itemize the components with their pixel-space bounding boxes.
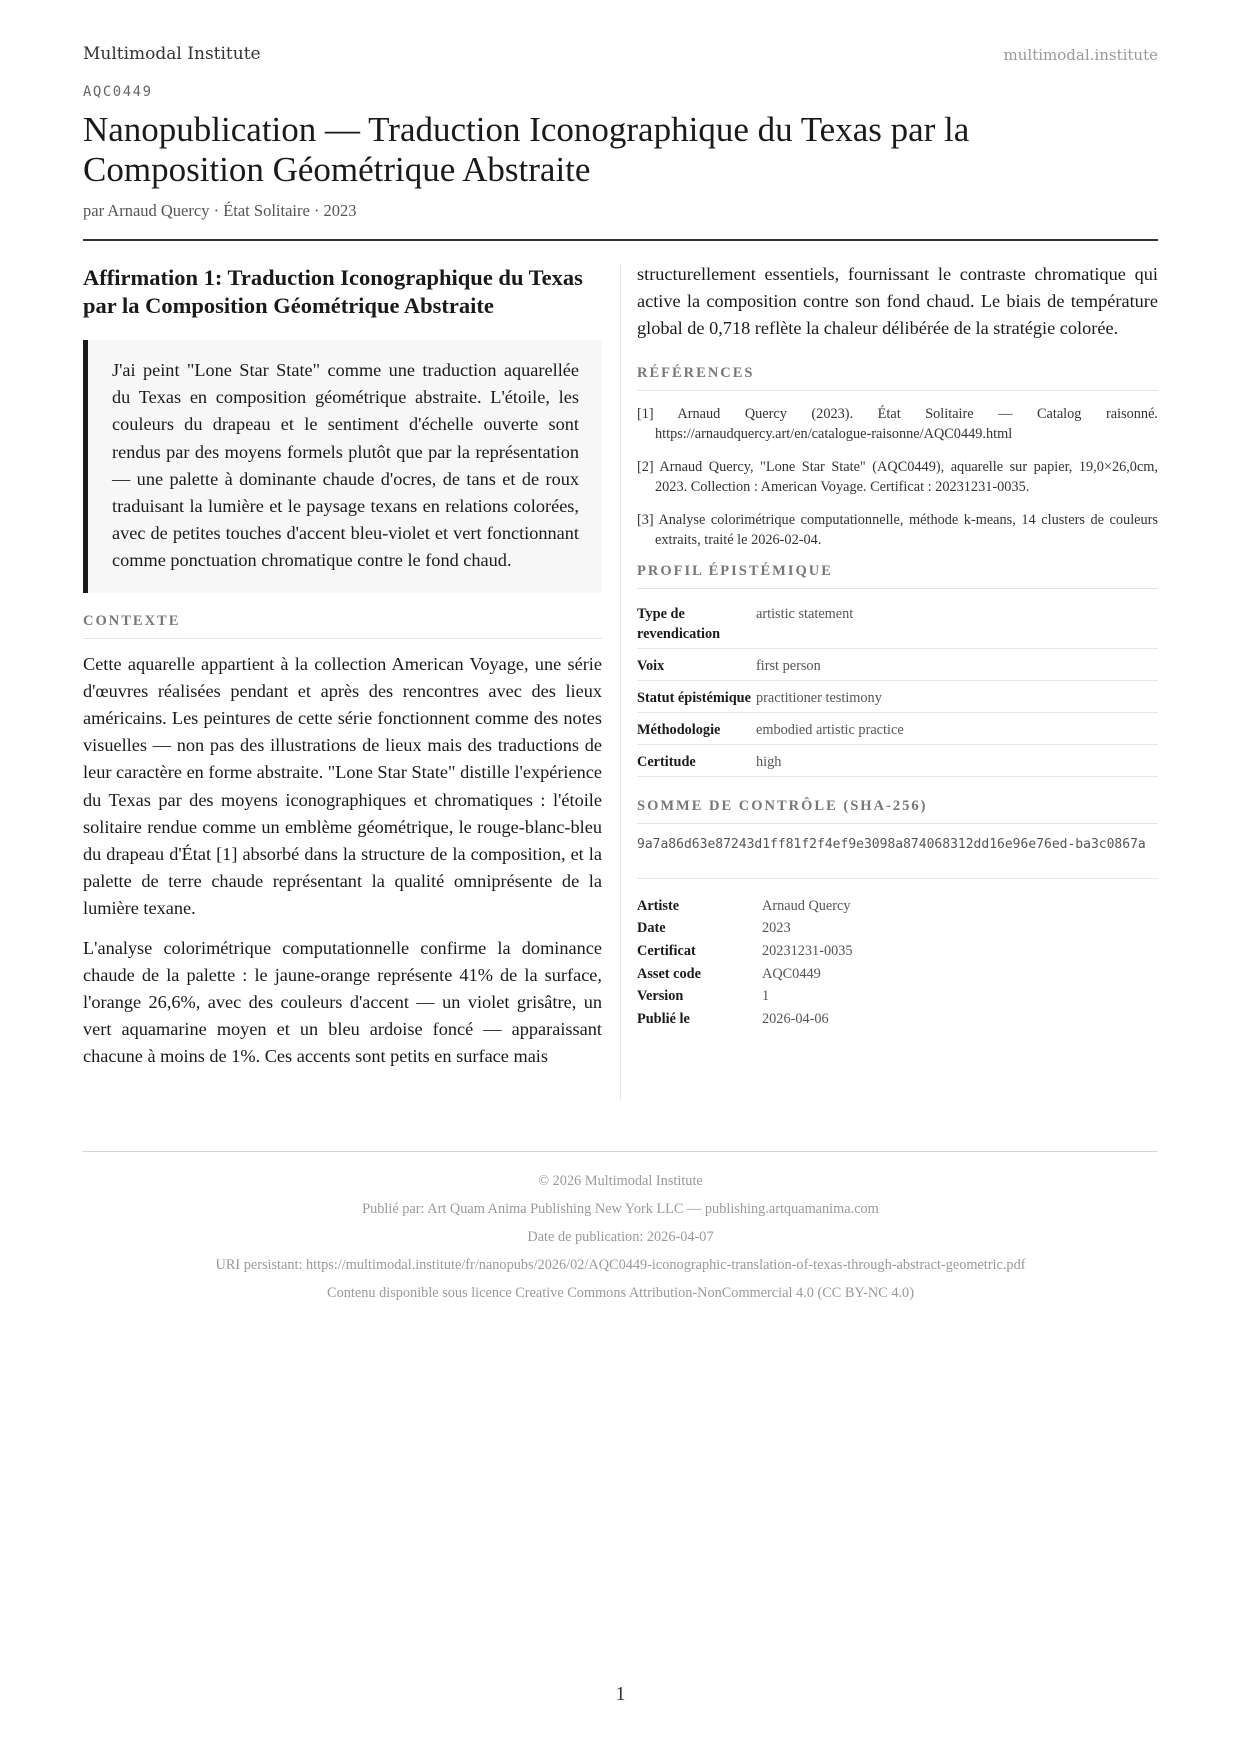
table-row [637,895,1158,918]
table-row [637,985,1158,1008]
metadata-value: 20231231-0035 [762,943,853,960]
checksum-label: SOMME DE CONTRÔLE (SHA-256) [637,798,1158,824]
metadata-key: Date [637,920,666,937]
epistemic-profile-table [637,597,1158,777]
epistemic-value: first person [756,648,1158,680]
epistemic-value: embodied artistic practice [756,712,1158,744]
metadata-value: 1 [762,988,770,1005]
metadata-key: Certificat [637,943,696,960]
reference-item: [3] Analyse colorimétrique computationnelle, méthode k-means, 14 clusters de couleurs extraits, traité le 2026-02-04. [637,511,1158,549]
byline: par Arnaud Quercy · État Solitaire · 2023 [83,201,357,220]
page-title: Nanopublication — Traduction Iconographique du Texas par la Composition Géométrique Abstraite [83,110,970,189]
claim-title: Affirmation 1: Traduction Iconographique du Texas par la Composition Géométrique Abstraite [83,265,583,318]
epistemic-value: practitioner testimony [756,680,1158,712]
table-row [637,963,1158,986]
metadata-value: Arnaud Quercy [762,897,851,914]
metadata-value: AQC0449 [762,965,821,982]
metadata-table [637,895,1158,1031]
footer-persistent-uri: URI persistant: https://multimodal.institute/fr/nanopubs/2026/02/AQC0449-iconographic-translation-of-texas-through-abstract-geometric.pdf [215,1257,1026,1273]
left-column [83,264,602,1071]
table-row [637,1008,1158,1031]
epistemic-key: Type de revendication [637,597,756,649]
references-list [637,404,1158,551]
metadata-key: Publié le [637,1011,690,1028]
references-label: RÉFÉRENCES [637,365,1158,391]
document-page [83,0,1158,1754]
site-domain: multimodal.institute [1003,46,1158,64]
context-paragraph-2: L'analyse colorimétrique computationnelle confirme la dominance chaude de la palette : le jaune-orange représente 41% de la surface, l'orange 26,6%, avec des couleurs d'accent — un violet grisâtre, un vert aquamarine moyen et un bleu ardoise foncé — apparaissant chacune à moins de 1%. Ces accents sont petits en surface mais [83,937,602,1067]
reference-item: [2] Arnaud Quercy, "Lone Star State" (AQC0449), aquarelle sur papier, 19,0×26,0cm, 2023. Collection : American Voyage. Certificat : 20231231-0035. [637,458,1158,496]
metadata-key: Version [637,988,684,1005]
epistemic-key: Voix [637,648,756,680]
table-row [637,712,1158,744]
metadata-value: 2026-04-06 [762,1011,829,1028]
right-column [637,264,1158,1031]
context-paragraph-1: Cette aquarelle appartient à la collection American Voyage, une série d'œuvres réalisées pendant et après des rencontres avec des lieux américains. Les peintures de cette série fonctionnent comme des notes visuelles — non pas des illustrations de lieux mais des traductions de leur caractère en forme abstraite. "Lone Star State" distille l'expérience du Texas par des moyens iconographiques et chromatiques : l'étoile solitaire rendue comme un emblème géométrique, le rouge-blanc-bleu du drapeau d'État [1] absorbé dans la structure de la composition, et la palette de terre chaude représentant la qualité omniprésente de la lumière texane. [83,653,602,919]
header-divider [83,239,1158,241]
context-continuation: structurellement essentiels, fournissant le contraste chromatique qui active la composition contre son fond chaud. Le biais de température global de 0,718 reflète la chaleur délibérée de la stratégie colorée. [637,264,1158,339]
claim-quote: J'ai peint "Lone Star State" comme une traduction aquarellée du Texas en composition géométrique abstraite. L'étoile, les couleurs du drapeau et le sentiment d'échelle ouverte sont rendus par des moyens formels plutôt que par la représentation — une palette à dominante chaude d'ocres, de tans et de roux traduisant la lumière et le paysage texans en relations colorées, avec de petites touches d'accent bleu-violet et vert fonctionnant comme ponctuation chromatique contre le fond chaud. [83,340,602,593]
epistemic-value: high [756,744,1158,776]
table-row [637,917,1158,940]
epistemic-key: Statut épistémique [637,680,756,712]
metadata-key: Artiste [637,897,680,914]
table-row [637,597,1158,649]
epistemic-value: artistic statement [756,597,1158,649]
footer-license: Contenu disponible sous licence Creative Commons Attribution-NonCommercial 4.0 (CC BY-NC 4.0) [327,1285,914,1301]
epistemic-key: Méthodologie [637,712,756,744]
table-row [637,680,1158,712]
asset-code: AQC0449 [83,84,153,100]
table-row [637,744,1158,776]
top-bar [83,44,1158,68]
metadata-value: 2023 [762,920,791,937]
column-divider [620,264,621,1100]
checksum-value: 9a7a86d63e87243d1ff81f2f4ef9e3098a874068312dd16e96e76ed-ba3c0867a [637,824,1158,879]
context-label: CONTEXTE [83,613,602,639]
epistemic-key: Certitude [637,744,756,776]
epistemic-profile-label: PROFIL ÉPISTÉMIQUE [637,563,1158,589]
footer-divider [83,1151,1158,1152]
footer-publication-date: Date de publication: 2026-04-07 [527,1229,714,1245]
table-row [637,648,1158,680]
reference-item: [1] Arnaud Quercy (2023). État Solitaire — Catalog raisonné. https://arnaudquercy.art/en/catalogue-raisonne/AQC0449.html [637,405,1158,443]
footer-publisher: Publié par: Art Quam Anima Publishing New York LLC — publishing.artquamanima.com [362,1201,879,1217]
brand-name: Multimodal Institute [83,44,261,64]
footer [83,1167,1158,1307]
table-row [637,940,1158,963]
page-number: 1 [615,1683,626,1705]
footer-copyright: © 2026 Multimodal Institute [538,1173,703,1189]
metadata-key: Asset code [637,965,701,982]
